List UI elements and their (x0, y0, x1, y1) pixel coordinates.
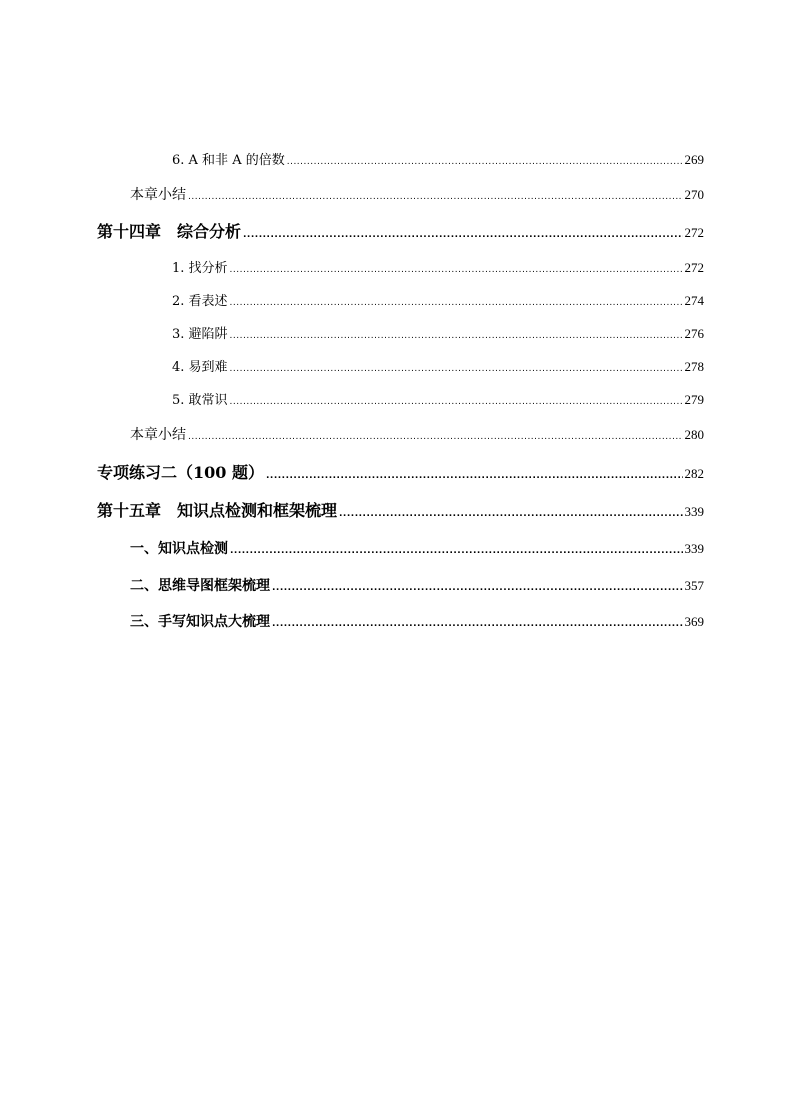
toc-leader-dots (230, 398, 683, 407)
toc-entry-page: 369 (684, 614, 704, 629)
toc-leader-dots (230, 266, 683, 275)
toc-entry-label: 本章小结 (130, 427, 186, 443)
toc-entry[interactable] (172, 323, 704, 342)
toc-entry-label: 2. 看表述 (172, 294, 228, 309)
toc-entry-label: 6. A 和非 A 的倍数 (172, 153, 285, 168)
toc-leader-dots (272, 620, 683, 629)
toc-entry-label: 第十四章 综合分析 (97, 222, 242, 241)
toc-entry-chapter[interactable] (97, 219, 704, 242)
toc-entry-page: 280 (684, 427, 704, 442)
toc-leader-dots (230, 365, 683, 374)
toc-entry-page: 282 (684, 466, 704, 481)
toc-entry-section[interactable] (130, 575, 704, 595)
toc-entry-chapter[interactable] (97, 498, 704, 521)
toc-leader-dots (188, 433, 683, 442)
toc-leader-dots (243, 231, 682, 240)
toc-leader-dots (230, 547, 683, 556)
toc-entry[interactable] (172, 149, 704, 168)
toc-entry-page: 276 (684, 326, 704, 341)
toc-entry-label: 1. 找分析 (172, 261, 228, 276)
toc-entry-page: 279 (684, 392, 704, 407)
toc-leader-dots (230, 332, 683, 341)
toc-entry-label: 一、知识点检测 (130, 541, 228, 557)
toc-leader-dots (287, 158, 683, 167)
toc-leader-dots (272, 584, 683, 593)
toc-entry[interactable] (130, 424, 704, 444)
toc-leader-dots (230, 299, 683, 308)
toc-leader-dots (188, 193, 683, 202)
toc-entry-page: 339 (684, 541, 704, 556)
toc-entry-page: 278 (684, 359, 704, 374)
toc-entry-page: 274 (684, 293, 704, 308)
toc-entry[interactable] (172, 290, 704, 309)
toc-entry-page: 357 (684, 578, 704, 593)
toc-entry-label: 5. 敢常识 (172, 393, 228, 408)
toc-entry[interactable] (172, 356, 704, 375)
toc-entry[interactable] (172, 389, 704, 408)
toc-entry-page: 272 (684, 260, 704, 275)
toc-entry-label: 本章小结 (130, 187, 186, 203)
toc-entry-label: 4. 易到难 (172, 360, 228, 375)
toc-leader-dots (266, 472, 683, 481)
toc-entry-page: 270 (684, 187, 704, 202)
toc-entry-label: 专项练习二（100 题） (97, 463, 264, 482)
toc-entry-page: 339 (684, 504, 704, 519)
toc-entry-label: 二、思维导图框架梳理 (130, 578, 270, 594)
toc-entry[interactable] (172, 257, 704, 276)
toc-entry-section[interactable] (130, 538, 704, 558)
toc-entry-page: 269 (684, 152, 704, 167)
toc-entry-chapter[interactable] (97, 460, 704, 483)
toc-leader-dots (339, 510, 682, 519)
toc-entry-label: 三、手写知识点大梳理 (130, 614, 270, 630)
toc-entry-page: 272 (684, 225, 704, 240)
toc-entry-label: 3. 避陷阱 (172, 327, 228, 342)
toc-entry-section[interactable] (130, 611, 704, 631)
toc-entry[interactable] (130, 184, 704, 204)
toc-entry-label: 第十五章 知识点检测和框架梳理 (97, 501, 338, 520)
